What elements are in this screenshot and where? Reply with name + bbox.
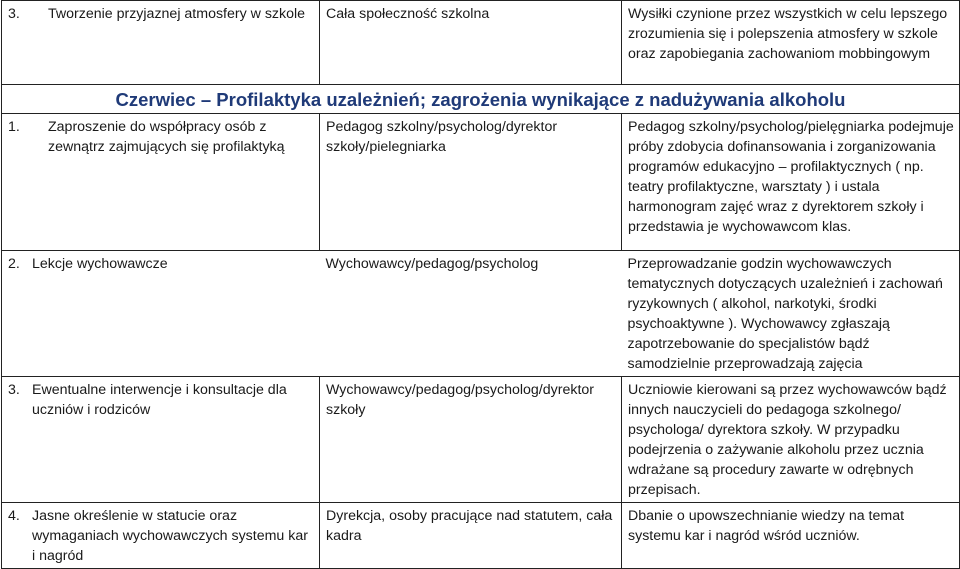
row-number: 3. bbox=[8, 382, 20, 398]
activity-text: Ewentualne interwencje i konsultacje dla uczniów i rodziców bbox=[32, 382, 287, 418]
activity-text: Zaproszenie do współpracy osób z zewnątrz zajmujących się profilaktyką bbox=[48, 119, 285, 155]
activity-cell bbox=[2, 377, 320, 503]
row-number: 1. bbox=[8, 119, 20, 135]
row-number: 4. bbox=[8, 508, 20, 524]
responsible-cell: Pedagog szkolny/psycholog/dyrektor szkoły/pielegniarka bbox=[320, 114, 622, 251]
description-cell: Przeprowadzanie godzin wychowawczych tematycznych dotyczących uzależnień i zachowań ryzykownych ( alkohol, narkotyki, środki psychoaktywne ). Wychowawcy zgłaszają zapotrzebowanie do specjalistów bądź samodzielnie przeprowadzają zajęcia bbox=[622, 251, 960, 377]
table-row bbox=[2, 377, 960, 503]
activity-cell bbox=[2, 114, 320, 251]
activity-text: Jasne określenie w statucie oraz wymaganiach wychowawczych systemu kar i nagród bbox=[32, 508, 308, 564]
activity-cell bbox=[2, 251, 320, 377]
month-heading-cell bbox=[2, 85, 960, 114]
program-table bbox=[1, 0, 960, 569]
activity-cell bbox=[2, 1, 320, 85]
responsible-cell: Wychowawcy/pedagog/psycholog bbox=[320, 251, 622, 377]
responsible-cell: Dyrekcja, osoby pracujące nad statutem, cała kadra bbox=[320, 503, 622, 569]
table-row bbox=[2, 503, 960, 569]
table-row bbox=[2, 1, 960, 85]
responsible-cell: Cała społeczność szkolna bbox=[320, 1, 622, 85]
activity-text: Tworzenie przyjaznej atmosfery w szkole bbox=[48, 6, 306, 22]
table-row bbox=[2, 114, 960, 251]
description-cell: Wysiłki czynione przez wszystkich w celu lepszego zrozumienia się i polepszenia atmosfery w szkole oraz zapobiegania zachowaniom mobbingowym bbox=[622, 1, 960, 85]
activity-cell bbox=[2, 503, 320, 569]
description-cell: Uczniowie kierowani są przez wychowawców bądź innych nauczycieli do pedagoga szkolnego/ psychologa/ dyrektora szkoły. W przypadku podejrzenia o zażywanie alkoholu przez ucznia wdrażane są procedury zawarte w odrębnych przepisach. bbox=[622, 377, 960, 503]
responsible-cell: Wychowawcy/pedagog/psycholog/dyrektor szkoły bbox=[320, 377, 622, 503]
description-cell: Dbanie o upowszechnianie wiedzy na temat systemu kar i nagród wśród uczniów. bbox=[622, 503, 960, 569]
description-cell: Pedagog szkolny/psycholog/pielęgniarka podejmuje próby zdobycia dofinansowania i zorganizowania programów edukacyjno – profilaktycznych ( np. teatry profilaktyczne, warsztaty ) i ustala harmonogram zajęć wraz z dyrektorem szkoły i przedstawia je wychowawcom klas. bbox=[622, 114, 960, 251]
table-row bbox=[2, 251, 960, 377]
month-heading: Czerwiec – Profilaktyka uzależnień; zagrożenia wynikające z nadużywania alkoholu bbox=[115, 89, 846, 110]
month-heading-row bbox=[2, 85, 960, 114]
activity-text: Lekcje wychowawcze bbox=[32, 256, 168, 272]
row-number: 3. bbox=[8, 6, 20, 22]
row-number: 2. bbox=[8, 256, 20, 272]
